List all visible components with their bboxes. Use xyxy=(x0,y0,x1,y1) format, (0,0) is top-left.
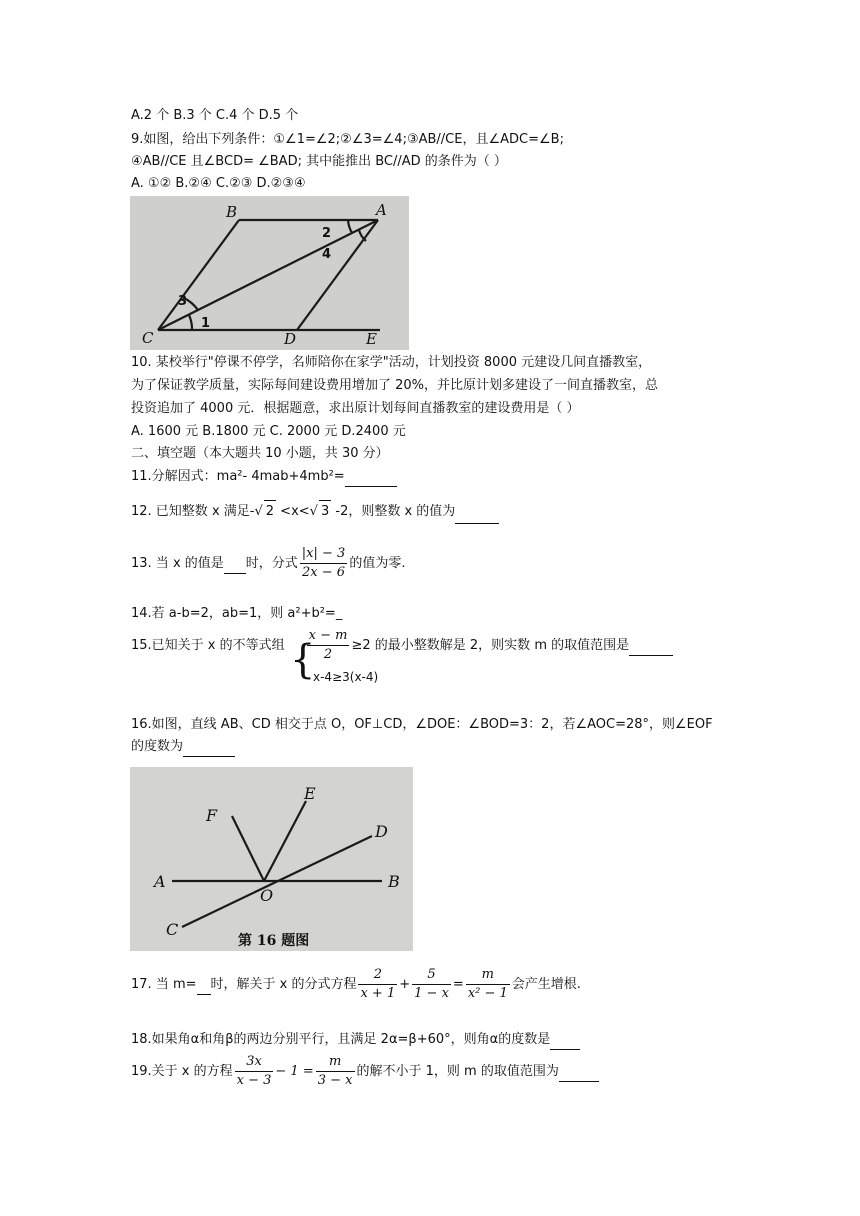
label-O: O xyxy=(260,886,274,905)
q15-ge: ≥2 xyxy=(351,638,371,653)
answer-blank xyxy=(629,637,673,656)
q19-pre: 19.关于 x 的方程 xyxy=(131,1064,233,1079)
angle-3: 3 xyxy=(178,294,188,309)
q16-line1: 16.如图，直线 AB、CD 相交于点 O，OF⊥CD，∠DOE：∠BOD=3：2，若∠AOC=28°，则∠EOF xyxy=(131,717,713,732)
label-E: E xyxy=(366,330,377,348)
answer-blank xyxy=(559,1063,599,1082)
q15-post: 的最小整数解是 2，则实数 m 的取值范围是 xyxy=(374,638,630,653)
q17-pre: 17. 当 m= xyxy=(131,977,197,992)
q8-options: A.2 个 B.3 个 C.4 个 D.5 个 xyxy=(131,108,299,123)
q11 xyxy=(131,468,397,487)
q13-post: 的值为零. xyxy=(349,556,406,571)
q18 xyxy=(131,1031,580,1050)
q17-fraction-1 xyxy=(358,966,397,1003)
q13-pre: 13. 当 x 的值是 xyxy=(131,556,224,571)
q12-pre: 12. 已知整数 x 满足- xyxy=(131,504,255,519)
label-A: A xyxy=(154,872,166,891)
sqrt-symbol: √ xyxy=(254,504,263,519)
q9-parallelogram-figure xyxy=(130,196,409,350)
q15-line2: x-4≥3(x-4) xyxy=(313,670,379,684)
answer-blank xyxy=(550,1031,580,1050)
q12 xyxy=(131,500,499,524)
q15 xyxy=(131,627,673,664)
label-C: C xyxy=(142,329,154,347)
numerator: 2 xyxy=(358,966,397,985)
q12-post: -2，则整数 x 的值为 xyxy=(331,504,456,519)
q19-fraction-1 xyxy=(235,1053,274,1090)
section-heading: 二、填空题（本大题共 10 小题，共 30 分） xyxy=(131,446,389,461)
q10-line1: 10. 某校举行"停课不停学，名师陪你在家学"活动，计划投资 8000 元建设几间直播教室， xyxy=(131,355,652,370)
q10-options: A. 1600 元 B.1800 元 C. 2000 元 D.2400 元 xyxy=(131,424,406,439)
q17-fraction-3 xyxy=(466,966,510,1003)
q17-post: 会产生增根. xyxy=(511,977,581,992)
q17 xyxy=(131,966,581,1003)
q12-radicand-1: 2 xyxy=(264,500,276,523)
label-E: E xyxy=(304,784,316,803)
q11-text: 11.分解因式：ma²- 4mab+4mb²= xyxy=(131,469,345,484)
answer-blank xyxy=(345,468,397,487)
q12-radicand-2: 3 xyxy=(319,500,331,523)
angle-4: 4 xyxy=(322,247,332,262)
numerator: m xyxy=(466,966,510,985)
denominator: x² − 1 xyxy=(467,986,508,1001)
angle-1: 1 xyxy=(201,316,211,331)
q17-mid: 时，解关于 x 的分式方程 xyxy=(210,977,357,992)
q16-intersecting-lines-figure xyxy=(130,767,413,951)
q10-line2: 为了保证教学质量，实际每间建设费用增加了 20%，并比原计划多建设了一间直播教室，总 xyxy=(131,378,659,393)
q19-post: 的解不小于 1，则 m 的取值范围为 xyxy=(356,1064,559,1079)
q9-options: A. ①② B.②④ C.②③ D.②③④ xyxy=(131,176,306,191)
q16-line2-text: 的度数为 xyxy=(131,739,184,754)
q13 xyxy=(131,545,405,582)
plus-sign: + xyxy=(399,977,411,992)
q10-line3: 投资追加了 4000 元．根据题意，求出原计划每间直播教室的建设费用是（ ） xyxy=(131,401,580,416)
denominator: x + 1 xyxy=(360,986,396,1001)
q15-pre: 15.已知关于 x 的不等式组 xyxy=(131,638,285,653)
q13-fraction xyxy=(300,545,348,582)
sqrt-symbol: √ xyxy=(309,504,318,519)
q18-text: 18.如果角α和角β的两边分别平行，且满足 2α=β+60°，则角α的度数是 xyxy=(131,1032,551,1047)
q9-line1: 9.如图，给出下列条件：①∠1=∠2;②∠3=∠4;③AB//CE，且∠ADC=∠B; xyxy=(131,132,564,147)
label-D: D xyxy=(284,330,297,348)
q13-denominator: 2x − 6 xyxy=(302,565,346,580)
q16-line2 xyxy=(131,738,235,757)
q15-denominator: 2 xyxy=(323,647,333,662)
angle-2: 2 xyxy=(322,226,332,241)
q12-mid: <x< xyxy=(276,504,310,519)
figure-caption: 第 16 题图 xyxy=(238,933,310,949)
label-F: F xyxy=(206,806,218,825)
answer-blank xyxy=(455,501,499,524)
q13-numerator: |x| − 3 xyxy=(300,545,348,564)
q13-mid: 时，分式 xyxy=(245,556,298,571)
answer-blank xyxy=(183,738,235,757)
label-A: A xyxy=(376,201,387,219)
q17-fraction-2 xyxy=(412,966,451,1003)
q15-numerator: x − m xyxy=(307,627,350,646)
numerator: 3x xyxy=(235,1053,274,1072)
equals-sign: = xyxy=(452,977,464,992)
answer-blank xyxy=(197,976,211,995)
q19 xyxy=(131,1053,599,1090)
minus-equals: − 1 = xyxy=(275,1064,314,1079)
q14-text: 14.若 a-b=2，ab=1，则 a²+b²=_ xyxy=(131,606,343,621)
numerator: m xyxy=(316,1053,355,1072)
label-D: D xyxy=(375,822,388,841)
numerator: 5 xyxy=(412,966,451,985)
denominator: 3 − x xyxy=(317,1073,353,1088)
answer-blank xyxy=(224,555,246,574)
denominator: 1 − x xyxy=(414,986,449,1001)
q19-fraction-2 xyxy=(316,1053,355,1090)
label-C: C xyxy=(166,920,179,939)
label-B: B xyxy=(226,203,238,221)
denominator: x − 3 xyxy=(236,1073,272,1088)
label-B: B xyxy=(388,872,400,891)
system-brace: { xyxy=(290,637,316,683)
q9-line2: ④AB//CE 且∠BCD= ∠BAD; 其中能推出 BC//AD 的条件为（ ） xyxy=(131,154,507,169)
